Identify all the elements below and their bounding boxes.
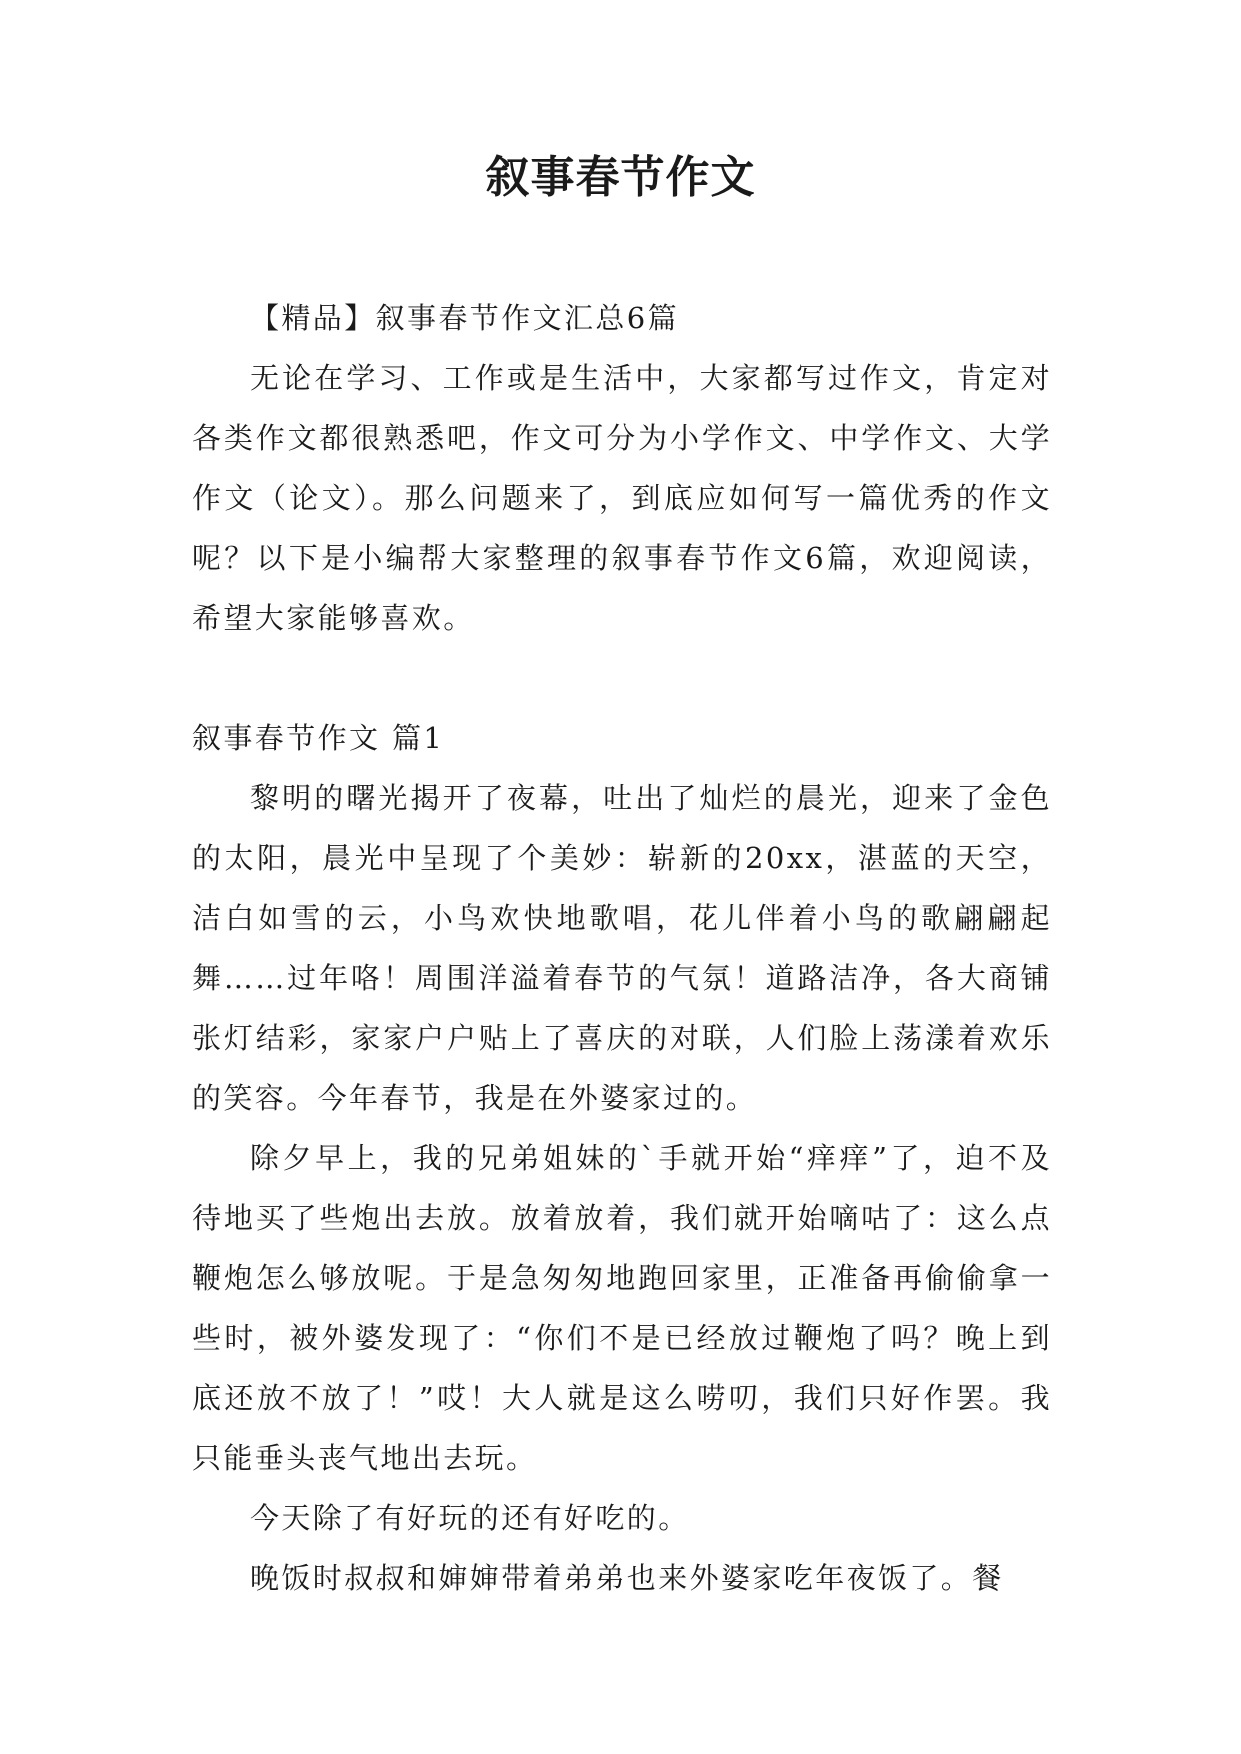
document-title: 叙事春节作文 xyxy=(485,152,756,203)
document-body xyxy=(192,288,1052,1608)
section-heading: 叙事春节作文 篇1 xyxy=(192,721,445,755)
body-paragraph: 今天除了有好玩的还有好吃的。 xyxy=(250,1501,690,1535)
intro-paragraph: 无论在学习、工作或是生活中，大家都写过作文，肯定对各类作文都很熟悉吧，作文可分为小学作文、中学作文、大学作文（论文）。那么问题来了，到底应如何写一篇优秀的作文呢？以下是小编帮大家整理的叙事春节作文6篇，欢迎阅读，希望大家能够喜欢。 xyxy=(192,361,1052,635)
body-paragraph: 晚饭时叔叔和婶婶带着弟弟也来外婆家吃年夜饭了。餐 xyxy=(250,1561,1004,1595)
document-subtitle: 【精品】叙事春节作文汇总6篇 xyxy=(250,301,680,335)
body-paragraph: 黎明的曙光揭开了夜幕，吐出了灿烂的晨光，迎来了金色的太阳，晨光中呈现了个美妙：崭新的20xx，湛蓝的天空，洁白如雪的云，小鸟欢快地歌唱，花儿伴着小鸟的歌翩翩起舞……过年咯！周围洋溢着春节的气氛！道路洁净，各大商铺张灯结彩，家家户户贴上了喜庆的对联，人们脸上荡漾着欢乐的笑容。今年春节，我是在外婆家过的。 xyxy=(192,781,1052,1115)
body-paragraph: 除夕早上，我的兄弟姐妹的`手就开始“痒痒”了，迫不及待地买了些炮出去放。放着放着，我们就开始嘀咕了：这么点鞭炮怎么够放呢。于是急匆匆地跑回家里，正准备再偷偷拿一些时，被外婆发现了：“你们不是已经放过鞭炮了吗？晚上到底还放不放了！”哎！大人就是这么唠叨，我们只好作罢。我只能垂头丧气地出去玩。 xyxy=(192,1141,1052,1475)
